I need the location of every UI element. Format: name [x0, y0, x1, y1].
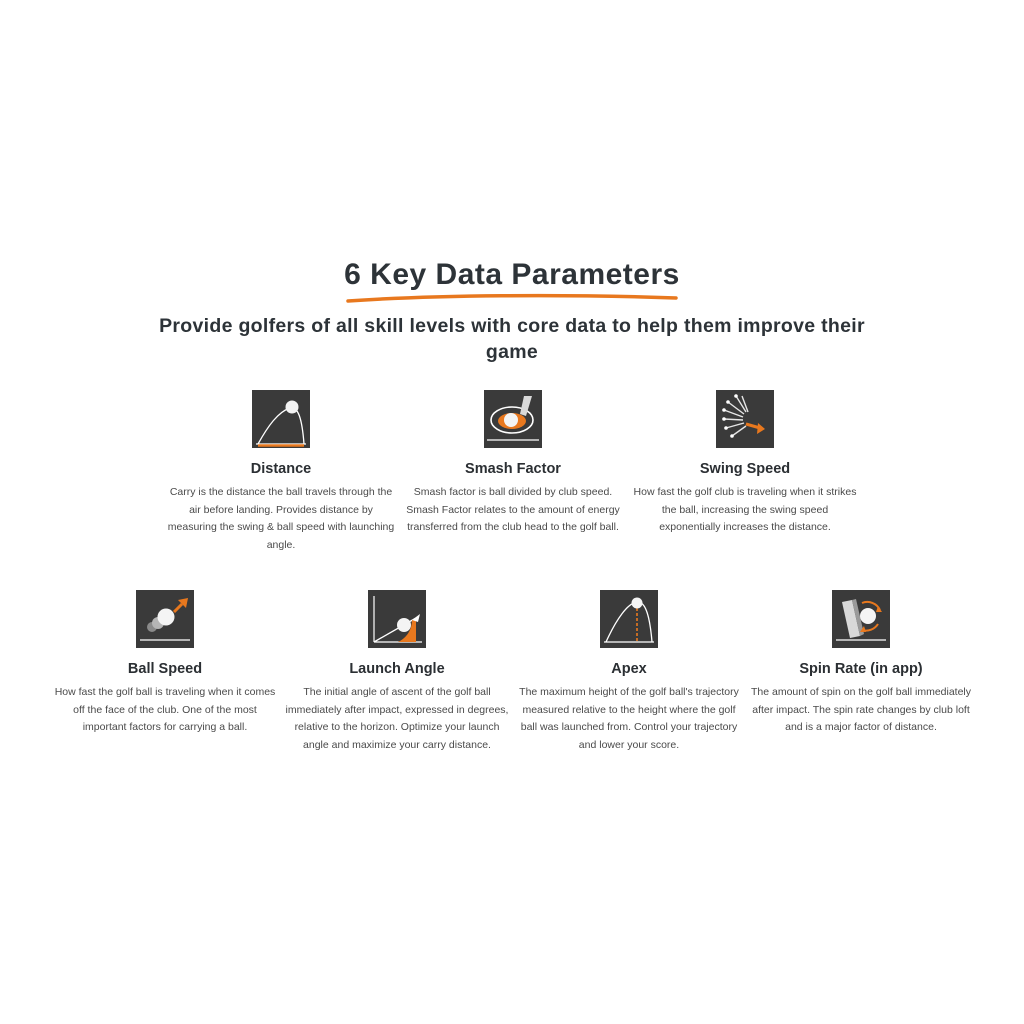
distance-icon — [252, 390, 310, 448]
apex-icon — [600, 590, 658, 648]
page-title: 6 Key Data Parameters — [344, 258, 680, 291]
parameter-card-swing-speed — [630, 390, 860, 537]
card-title: Apex — [611, 661, 647, 677]
launch-angle-icon — [368, 590, 426, 648]
page-subtitle: Provide golfers of all skill levels with core data to help them improve their game — [159, 315, 865, 363]
parameter-card-spin-rate — [746, 590, 976, 737]
smash-factor-icon — [484, 390, 542, 448]
parameter-card-launch-angle — [282, 590, 512, 754]
parameter-card-distance — [166, 390, 396, 554]
card-title: Spin Rate (in app) — [799, 661, 923, 677]
card-title: Smash Factor — [465, 461, 561, 477]
swing-speed-icon — [716, 390, 774, 448]
spin-rate-icon — [832, 590, 890, 648]
card-title: Launch Angle — [349, 661, 445, 677]
card-description: The initial angle of ascent of the golf ball immediately after impact, expressed in degrees, relative to the horizon. Optimize your launch angle and maximize your carry distance. — [285, 686, 509, 751]
parameter-card-apex — [514, 590, 744, 754]
card-description: How fast the golf club is traveling when it strikes the ball, increasing the swing speed exponentially increases the distance. — [633, 486, 857, 533]
card-title: Distance — [250, 461, 312, 477]
title-underline — [344, 292, 680, 306]
parameter-card-ball-speed — [50, 590, 280, 737]
card-description: Carry is the distance the ball travels through the air before landing. Provides distance by measuring the swing & ball speed with launching angle. — [167, 486, 395, 551]
card-description: Smash factor is ball divided by club speed. Smash Factor relates to the amount of energy transferred from the club head to the golf ball. — [406, 486, 620, 533]
card-description: How fast the golf ball is traveling when it comes off the face of the club. One of the most important factors for carrying a ball. — [54, 686, 276, 733]
ball-speed-icon — [136, 590, 194, 648]
heading-section — [0, 258, 1024, 292]
card-title: Ball Speed — [127, 661, 203, 677]
parameter-card-smash-factor — [398, 390, 628, 537]
card-description: The amount of spin on the golf ball immediately after impact. The spin rate changes by club loft and is a major factor of distance. — [750, 686, 972, 733]
card-title: Swing Speed — [699, 461, 791, 477]
card-description: The maximum height of the golf ball's trajectory measured relative to the height where the golf ball was launched from. Control your trajectory and lower your score. — [519, 686, 739, 751]
